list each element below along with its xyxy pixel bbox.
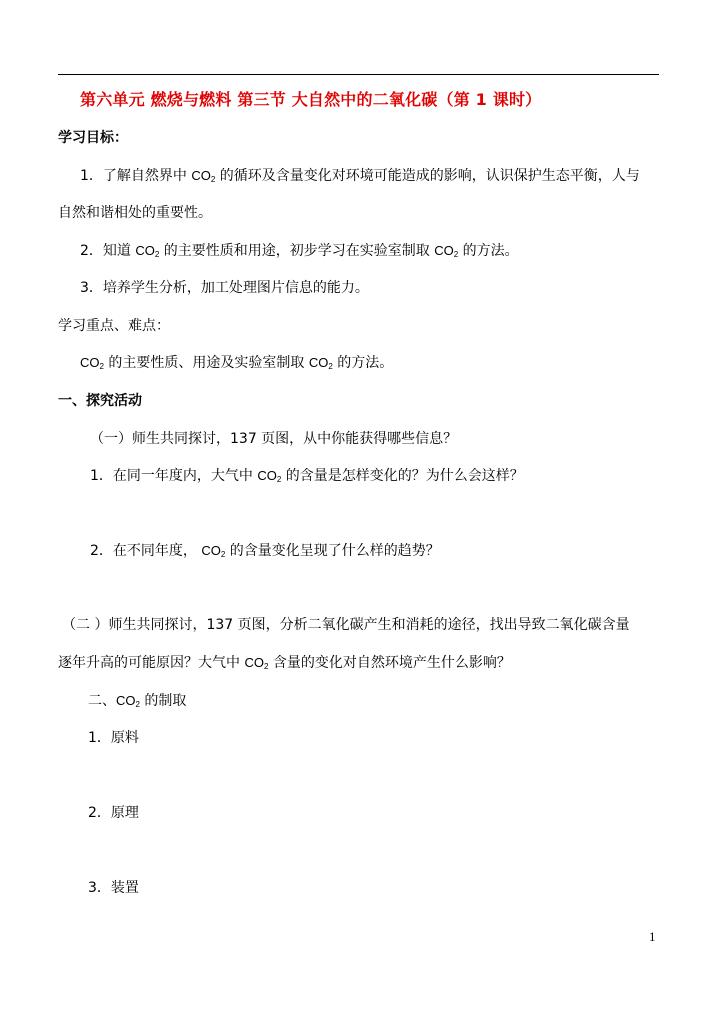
section-2-heading-a: 二、 [88,693,116,709]
objective-item-1-continued: 自然和谐相处的重要性。 [58,205,212,221]
part-2-text-b: 逐年升高的可能原因？大气中 [58,655,245,671]
page-number: 1 [649,929,656,944]
key-points-heading: 学习重点、难点： [58,318,170,334]
objective-item-1-text-a: 1．了解自然界中 [80,168,192,184]
objective-item-3: 3．培养学生分析，加工处理图片信息的能力。 [80,280,369,296]
question-2-text-b: 的含量变化呈现了什么样的趋势？ [225,543,440,559]
co2-formula: $CO_2$ [434,243,459,259]
objective-item-1 [80,166,640,186]
co2-formula: $CO_2$ [201,543,226,559]
question-1-text-a: 1．在同一年度内，大气中 [90,468,258,484]
objectives-heading: 学习目标： [58,130,128,146]
document-title: 第六单元 燃烧与燃料 第三节 大自然中的二氧化碳（第 1 课时） [80,90,542,109]
question-1-text-b: 的含量是怎样变化的？为什么会这样？ [281,468,524,484]
section-2-item-3: 3．装置 [88,880,139,896]
header-rule [58,74,659,75]
co2-formula: $CO_2$ [244,655,269,671]
section-2-heading [88,691,186,711]
objective-item-2-text-c: 的方法。 [458,243,519,259]
key-points-text [80,353,393,373]
section-1-part-1: （一）师生共同探讨，137 页图，从中你能获得哪些信息？ [90,431,458,447]
co2-formula: $CO_2$ [308,355,333,371]
co2-formula: $CO_2$ [191,168,216,184]
section-2-item-2: 2．原理 [88,805,139,821]
objective-item-2-text-a: 2．知道 [80,243,136,259]
section-1-part-2: （二 ）师生共同探讨，137 页图，分析二氧化碳产生和消耗的途径，找出导致二氧化碳含量 [62,617,630,633]
objective-item-2-text-b: 的主要性质和用途，初步学习在实验室制取 [159,243,435,259]
section-1-part-2-continued [58,653,511,673]
co2-formula: $CO_2$ [80,355,104,371]
co2-formula: $CO_2$ [257,468,282,484]
part-2-text-c: 含量的变化对自然环境产生什么影响？ [268,655,511,671]
objective-item-1-text-b: 的循环及含量变化对环境可能造成的影响，认识保护生态平衡，人与 [215,168,640,184]
co2-formula: $CO_2$ [116,693,140,709]
section-2-item-1: 1．原料 [88,730,139,746]
objective-item-2 [80,241,519,261]
section-1-question-1 [90,466,524,486]
section-2-heading-b: 的制取 [139,693,187,709]
section-1-heading: 一、探究活动 [58,393,142,409]
key-points-text-b: 的方法。 [332,355,394,371]
section-1-question-2 [90,541,440,561]
question-2-text-a: 2．在不同年度， [90,543,202,559]
co2-formula: $CO_2$ [135,243,160,259]
key-points-text-a: 的主要性质、用途及实验室制取 [103,355,309,371]
